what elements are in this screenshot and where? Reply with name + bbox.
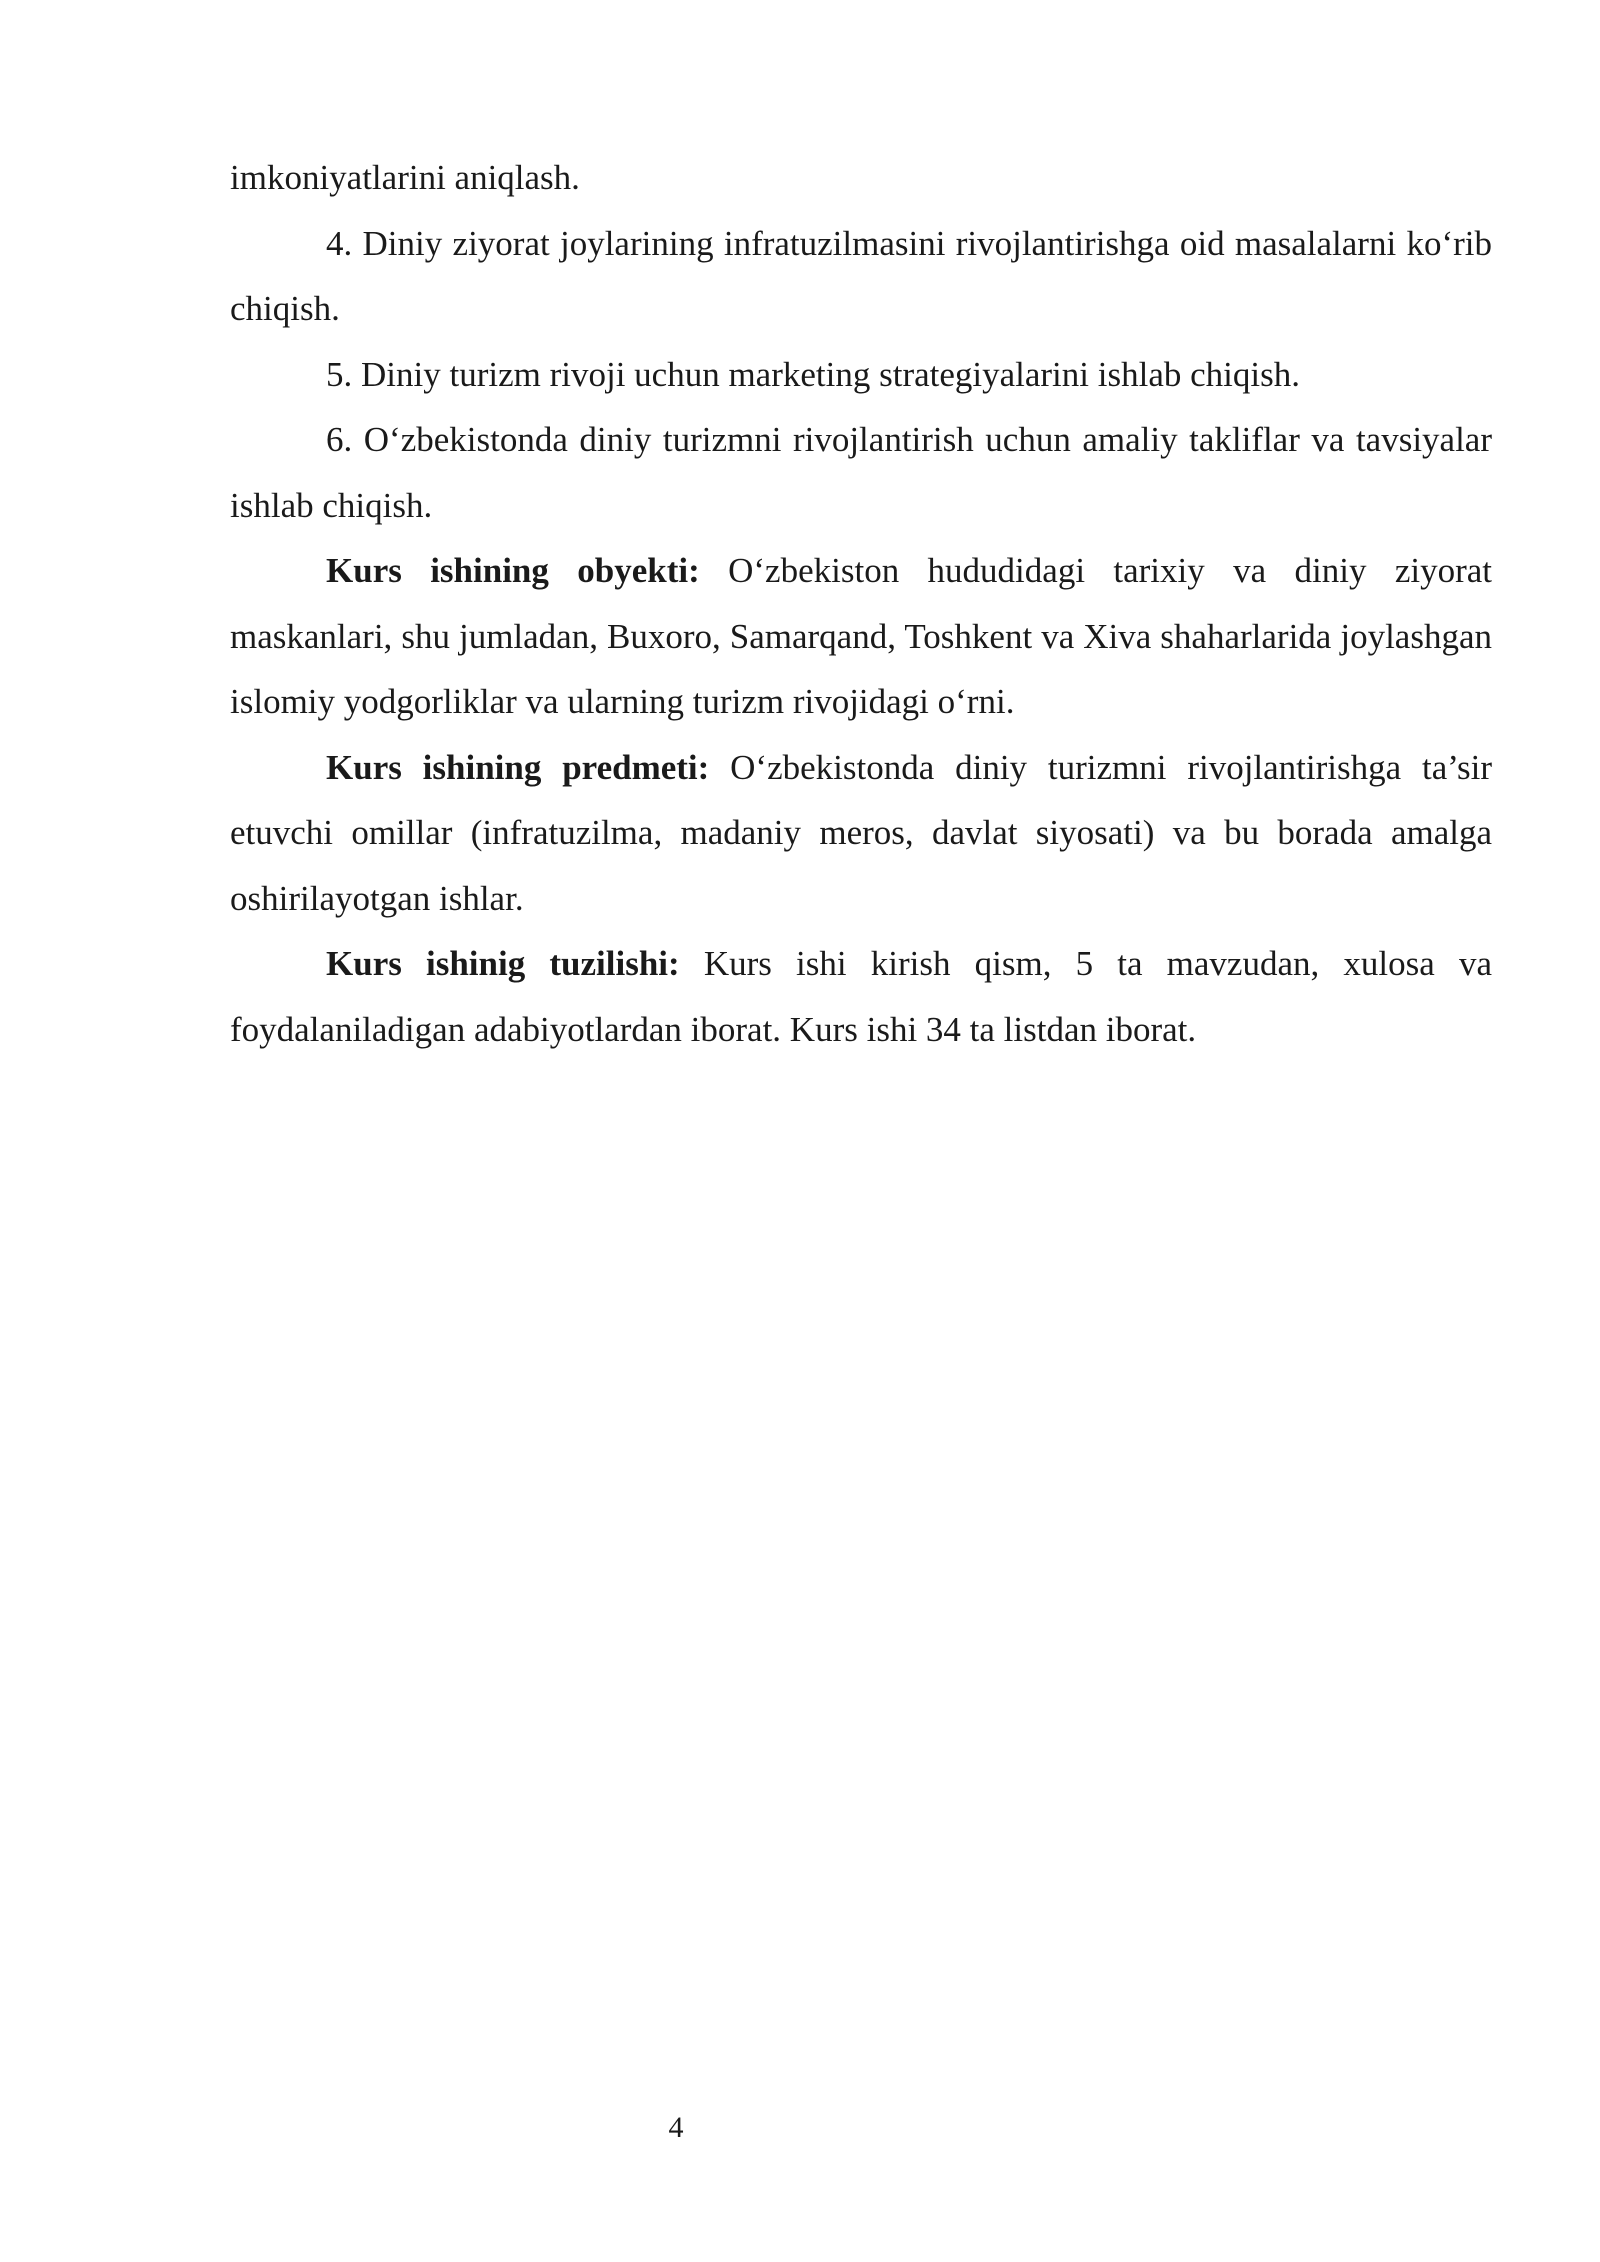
structure-text: Kurs ishi kirish qism, 5 ta mavzudan, xulosa va foydalaniladigan adabiyotlardan iborat. Kurs ishi 34 ta listdan iborat.	[230, 944, 1492, 1049]
object-paragraph	[230, 538, 1492, 735]
subject-paragraph	[230, 735, 1492, 932]
object-label: Kurs ishining obyekti:	[326, 551, 700, 590]
object-text: O‘zbekiston hududidagi tarixiy va diniy ziyorat maskanlari, shu jumladan, Buxoro, Samarqand, Toshkent va Xiva shaharlarida joylashgan islomiy yodgorliklar va ularning turizm rivojidagi o‘rni.	[230, 551, 1492, 721]
paragraph-continuation: imkoniyatlarini aniqlash.	[230, 158, 580, 197]
structure-paragraph	[230, 931, 1492, 1062]
document-body	[230, 145, 1492, 1062]
list-item-6: 6. O‘zbekistonda diniy turizmni rivojlantirish uchun amaliy takliflar va tavsiyalar ishlab chiqish.	[230, 420, 1492, 525]
page-number: 4	[668, 2111, 684, 2144]
subject-label: Kurs ishining predmeti:	[326, 747, 710, 787]
structure-label: Kurs ishinig tuzilishi:	[326, 944, 680, 983]
list-item-5: 5. Diniy turizm rivoji uchun marketing strategiyalarini ishlab chiqish.	[326, 354, 1300, 394]
list-item-4: 4. Diniy ziyorat joylarining infratuzilmasini rivojlantirishga oid masalalarni ko‘rib chiqish.	[230, 223, 1492, 328]
subject-text: O‘zbekistonda diniy turizmni rivojlantirishga ta’sir etuvchi omillar (infratuzilma, madaniy meros, davlat siyosati) va bu borada amalga oshirilayotgan ishlar.	[230, 747, 1492, 918]
